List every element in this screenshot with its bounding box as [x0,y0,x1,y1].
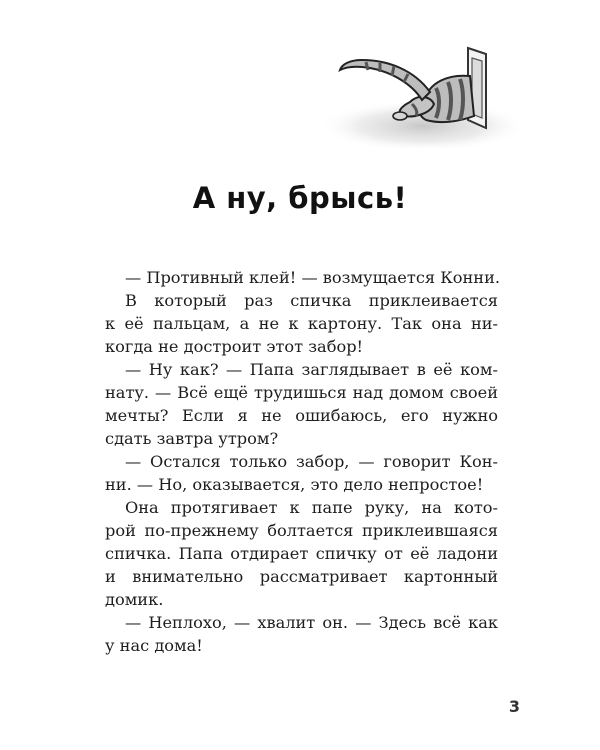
text-line: — Остался только забор, — говорит Кон- [125,452,498,471]
paragraph [105,266,501,289]
paragraph [105,611,498,657]
cat-through-pet-door-icon [318,30,528,148]
text-line: когда не достроит этот забор! [105,337,364,356]
text-line: — Противный клей! — возмущается Конни. [125,268,501,287]
text-line: ни. — Но, оказывается, это дело непростое! [105,475,484,494]
chapter-title: А ну, брысь! [192,181,408,215]
text-line: спичка. Папа отдирает спичку от её ладони [105,544,498,563]
text-line: — Ну как? — Папа заглядывает в её ком- [125,360,498,379]
text-line: домик. [105,590,164,609]
text-line: мечты? Если я не ошибаюсь, его нужно [105,406,498,425]
paragraph [105,450,498,496]
story-text [105,266,501,657]
paragraph [105,358,498,450]
text-line: к её пальцам, а не к картону. Так она ни- [105,314,498,333]
page-number: 3 [508,697,520,716]
text-line: у нас дома! [105,636,203,655]
text-line: рой по-прежнему болтается приклеившаяся [105,521,498,540]
paragraph [105,289,498,358]
paragraph [105,496,498,611]
text-line: В который раз спичка приклеивается [125,291,498,310]
text-line: и внимательно рассматривает картонный [105,567,498,586]
text-line: Она протягивает к папе руку, на кото- [125,498,498,517]
text-line: — Неплохо, — хвалит он. — Здесь всё как [125,613,498,632]
text-line: нату. — Всё ещё трудишься над домом своей [105,383,498,402]
text-line: сдать завтра утром? [105,429,279,448]
